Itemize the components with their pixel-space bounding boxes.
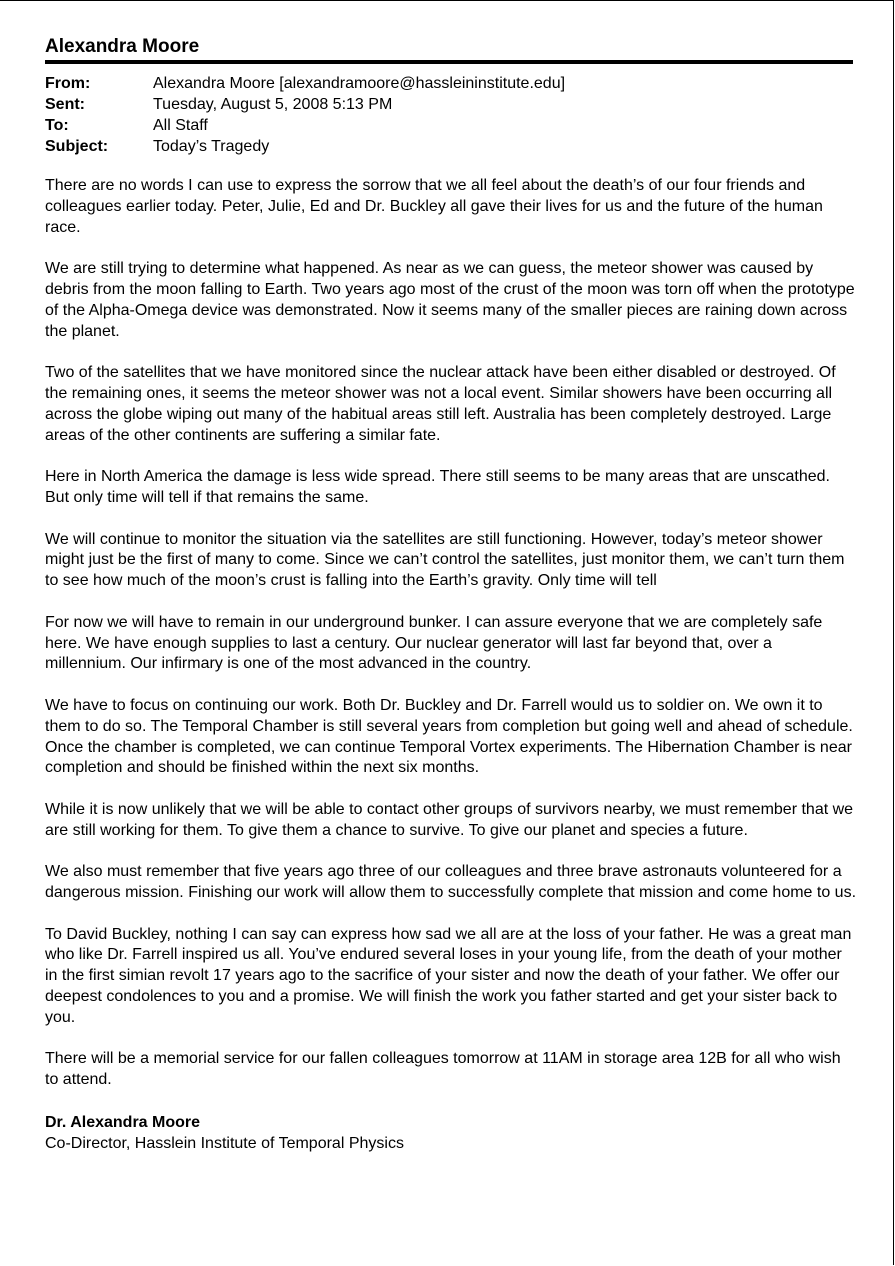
to-value: All Staff: [153, 117, 208, 134]
body-paragraph: There are no words I can use to express the sorrow that we all feel about the death’s of our four friends and colleagues earlier today. Peter, Julie, Ed and Dr. Buckley all gave their lives for us and the future of the human race.: [45, 177, 823, 236]
body-paragraph: We will continue to monitor the situation via the satellites are still functioning. However, today’s meteor shower might just be the first of many to come. Since we can’t control the satellites, just monitor them, we can’t turn them to see how much of the moon’s crust is falling into the Earth’s gravity. Only time will tell: [45, 530, 845, 590]
signature-name: Dr. Alexandra Moore: [45, 1113, 201, 1131]
to-row: [45, 115, 857, 136]
signature-role: Co-Director, Hasslein Institute of Temporal Physics: [45, 1134, 404, 1152]
to-label: To:: [45, 117, 69, 134]
sent-row: [45, 94, 857, 115]
email-document: [45, 36, 857, 1154]
sender-title: Alexandra Moore: [45, 36, 200, 57]
body-paragraph: For now we will have to remain in our underground bunker. I can assure everyone that we are completely safe here. We have enough supplies to last a century. Our nuclear generator will last far beyond that, over a millennium. Our infirmary is one of the most advanced in the country.: [45, 613, 823, 673]
body-paragraph: To David Buckley, nothing I can say can express how sad we all are at the loss of your father. He was a great man who like Dr. Farrell inspired us all. You’ve endured several loses in your young life, from the death of your mother in the first simian revolt 17 years ago to the sacrifice of your sister and now the death of your father. We offer our deepest condolences to you and a promise. We will finish the work you father started and get your sister back to you.: [45, 925, 852, 1026]
email-body: [45, 176, 857, 1091]
body-paragraph: Two of the satellites that we have monitored since the nuclear attack have been either disabled or destroyed. Of the remaining ones, it seems the meteor shower was not a local event. Similar showers have been occurring all across the globe wiping out many of the habitual areas still left. Australia has been completely destroyed. Large areas of the other continents are suffering a similar fate.: [45, 364, 836, 444]
body-paragraph: There will be a memorial service for our fallen colleagues tomorrow at 11AM in storage area 12B for all who wish to attend.: [45, 1050, 841, 1089]
sent-label: Sent:: [45, 96, 85, 113]
from-row: [45, 73, 857, 94]
email-headers: [45, 73, 857, 157]
body-paragraph: We also must remember that five years ago three of our colleagues and three brave astronauts volunteered for a dangerous mission. Finishing our work will allow them to successfully complete that mission and come home to us.: [45, 863, 857, 902]
body-paragraph: We have to focus on continuing our work. Both Dr. Buckley and Dr. Farrell would us to soldier on. We own it to them to do so. The Temporal Chamber is still several years from completion but going well and ahead of schedule. Once the chamber is completed, we can continue Temporal Vortex experiments. The Hibernation Chamber is near completion and should be finished within the next six months.: [45, 696, 853, 777]
from-label: From:: [45, 75, 91, 92]
from-value: Alexandra Moore [alexandramoore@hassleininstitute.edu]: [153, 75, 566, 92]
subject-value: Today’s Tragedy: [153, 138, 270, 155]
body-paragraph: While it is now unlikely that we will be able to contact other groups of survivors nearby, we must remember that we are still working for them. To give them a chance to survive. To give our planet and species a future.: [45, 800, 854, 839]
body-paragraph: Here in North America the damage is less wide spread. There still seems to be many areas that are unscathed. But only time will tell if that remains the same.: [45, 468, 830, 506]
body-paragraph: We are still trying to determine what happened. As near as we can guess, the meteor shower was caused by debris from the moon falling to Earth. Two years ago most of the crust of the moon was torn off when the prototype of the Alpha-Omega device was demonstrated. Now it seems many of the smaller pieces are raining down across the planet.: [45, 260, 855, 340]
sent-value: Tuesday, August 5, 2008 5:13 PM: [153, 96, 393, 113]
header-rule: [45, 60, 853, 64]
signature-block: [45, 1112, 857, 1154]
subject-row: [45, 136, 857, 157]
subject-label: Subject:: [45, 138, 109, 155]
